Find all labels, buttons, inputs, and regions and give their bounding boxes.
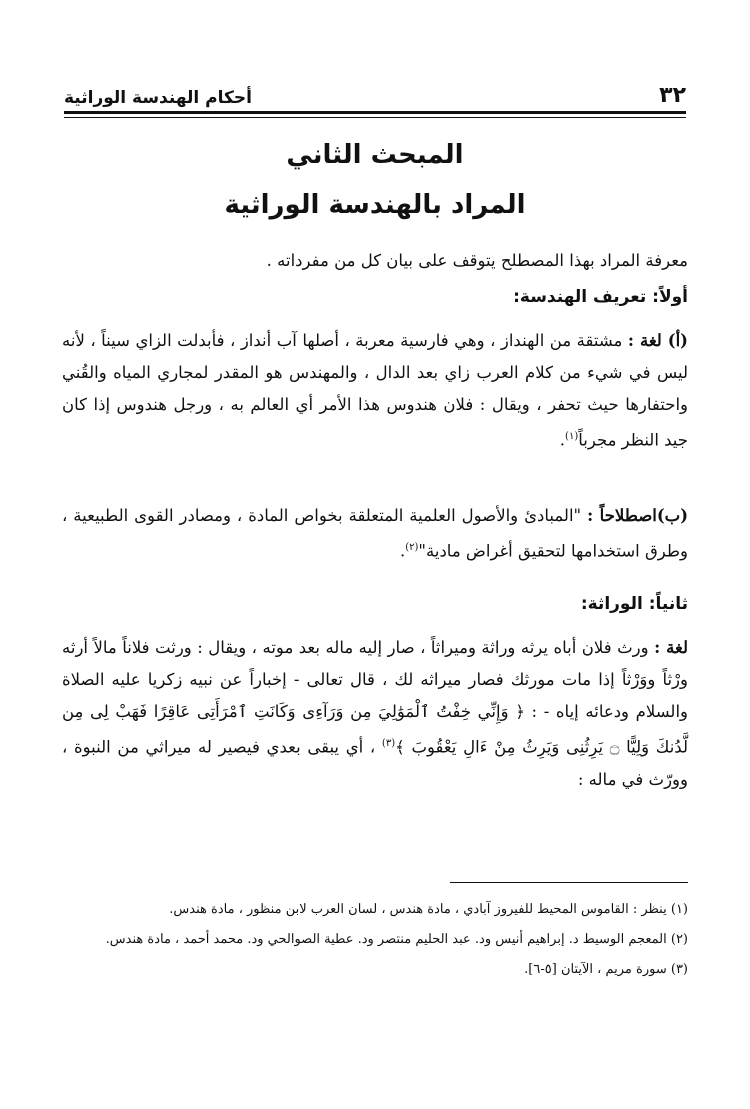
part1-heading: أولاً: تعريف الهندسة: bbox=[513, 287, 688, 307]
technical-text: "المبادئ والأصول العلمية المتعلقة بخواص المادة ، ومصادر القوى الطبيعية ، وطرق استخدامها لتحقيق أغراض مادية" bbox=[62, 506, 688, 561]
footnote-ref-2: (٢) bbox=[405, 542, 419, 553]
running-header bbox=[64, 74, 686, 108]
header-rule-thin bbox=[64, 117, 686, 118]
intro-paragraph: معرفة المراد بهذا المصطلح يتوقف على بيان كل من مفرداته . bbox=[266, 251, 688, 270]
footnote-3: (٣) سورة مريم ، الآيتان [٥-٦]. bbox=[524, 962, 688, 977]
definition-technical-paragraph: (ب)اصطلاحاً : "المبادئ والأصول العلمية المتعلقة بخواص المادة ، ومصادر القوى الطبيعية ، وطرق استخدامها لتحقيق أغراض مادية"$^{(٢)}$. bbox=[62, 506, 689, 561]
linguistic-label: (أ) لغة : bbox=[627, 331, 688, 350]
footnote-ref-3: (٣) bbox=[381, 738, 396, 749]
inheritance-text: ورث فلان أباه يرثه وراثة وميراثاً ، صار إليه ماله بعد موته ، ويقال : ورثت فلاناً مالاً أرثه ورْثاً ووَرْثاً إذا مات مورثك فصار ميراثه لك ، قال تعالى - إخباراً عن نبيه زكريا عليه الصلاة والسلام ودعائه إياه - : bbox=[62, 638, 688, 721]
header-rule-thick bbox=[64, 111, 686, 114]
footnote-separator bbox=[450, 882, 688, 883]
inheritance-paragraph bbox=[62, 632, 688, 796]
footnote-ref-1: (١) bbox=[565, 431, 579, 442]
quran-verse: ﴿ وَإِنِّي خِفْتُ ٱلْمَوَٰلِيَ مِن وَرَآءِى وَكَانَتِ ٱمْرَأَتِى عَاقِرًا فَهَبْ لِى مِن لَّدُنكَ وَلِيًّا ۝ يَرِثُنِى وَيَرِثُ مِنْ ءَالِ يَعْقُوبَ ﴾ bbox=[62, 702, 688, 757]
inheritance-label: لغة : bbox=[654, 638, 688, 657]
part2-heading: ثانياً: الوراثة: bbox=[580, 594, 688, 614]
footnote-1: (١) ينظر : القاموس المحيط للفيروز آبادي ، مادة هندس ، لسان العرب لابن منظور ، مادة هندس. bbox=[169, 902, 688, 917]
section-title: المبحث الثاني bbox=[286, 140, 464, 170]
footnote-2: (٢) المعجم الوسيط د. إبراهيم أنيس ود. عبد الحليم منتصر ود. عطية الصوالحي ود. محمد أحمد ، مادة هندس. bbox=[105, 932, 688, 947]
technical-label: (ب)اصطلاحاً : bbox=[587, 506, 689, 525]
page-number: ٣٢ bbox=[659, 83, 686, 108]
definition-linguistic-paragraph: (أ) لغة : مشتقة من الهنداز ، وهي فارسية معربة ، أصلها آب أنداز ، فأبدلت الزاي سيناً ، لأنه ليس في شيء من كلام العرب زاي بعد الدال ، والمهندس هو المقدر لمجاري المياه والقُني واحتفارها حيث تحفر ، ويقال : فلان هندوس هذا الأمر أي العالم به ، ورجل هندوس إذا كان جيد النظر مجرباً$^{(١)}$. bbox=[62, 331, 688, 450]
footnotes bbox=[62, 895, 688, 985]
book-title: أحكام الهندسة الوراثية bbox=[64, 88, 252, 108]
inheritance-continuation: ، أي يبقى بعدي فيصير له ميراثي من النبوة ، وورّث في ماله : bbox=[62, 737, 688, 789]
linguistic-text: مشتقة من الهنداز ، وهي فارسية معربة ، أصلها آب أنداز ، فأبدلت الزاي سيناً ، لأنه ليس في شيء من كلام العرب زاي بعد الدال ، والمهندس هو المقدر لمجاري المياه والقُني واحتفارها حيث تحفر ، ويقال : فلان هندوس هذا الأمر أي العالم به ، ورجل هندوس إذا كان جيد النظر مجرباً bbox=[62, 331, 688, 450]
section-subtitle: المراد بالهندسة الوراثية bbox=[224, 190, 526, 220]
